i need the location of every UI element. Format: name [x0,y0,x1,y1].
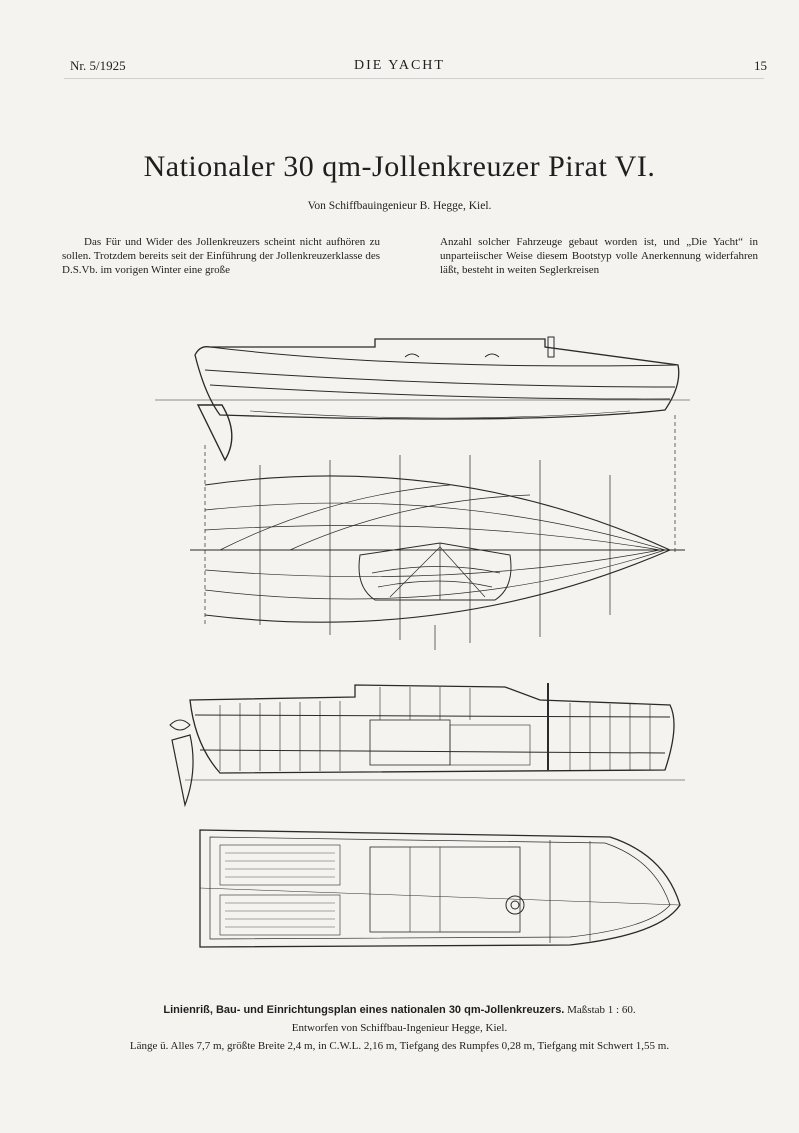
boat-plan-drawing [150,325,695,965]
caption-scale: Maßstab 1 : 60. [567,1004,636,1016]
profile-view [155,337,690,460]
header-rule [64,78,764,79]
lines-plan [190,415,685,650]
journal-title: DIE YACHT [354,58,445,73]
paragraph-left: Das Für und Wider des Jollenkreuzers scheint nicht aufhören zu sollen. Trotzdem bereits seit der Einführung der Jollenkreuzerklasse des D.S.Vb. im vorigen Winter eine große [62,236,380,276]
issue-number: Nr. 5/1925 [70,58,126,73]
figure-designer: Entworfen von Schiffbau-Ingenieur Hegge, Kiel. [291,1022,508,1034]
running-header [0,58,799,78]
text-column-left [62,235,380,277]
construction-section [170,683,685,805]
article-byline: Von Schiffbauingenieur B. Hegge, Kiel. [307,200,492,212]
figure-dimensions: Länge ü. Alles 7,7 m, größte Breite 2,4 m, in C.W.L. 2,16 m, Tiefgang des Rumpfes 0,28 m, Tiefgang mit Schwert 1,55 m. [129,1040,670,1052]
interior-layout-plan [200,830,680,947]
figure-caption [0,1004,799,1016]
article-title: Nationaler 30 qm-Jollenkreuzer Pirat VI. [143,150,656,183]
paragraph-right: Anzahl solcher Fahrzeuge gebaut worden ist, und „Die Yacht“ in unparteiischer Weise diesem Bootstyp volle Anerkennung widerfahren läßt, besteht in weiten Seglerkreisen [440,236,758,276]
page-number: 15 [754,58,767,73]
caption-title: Linienriß, Bau- und Einrichtungsplan eines nationalen 30 qm-Jollenkreuzers. [163,1004,565,1016]
text-column-right [440,235,758,277]
